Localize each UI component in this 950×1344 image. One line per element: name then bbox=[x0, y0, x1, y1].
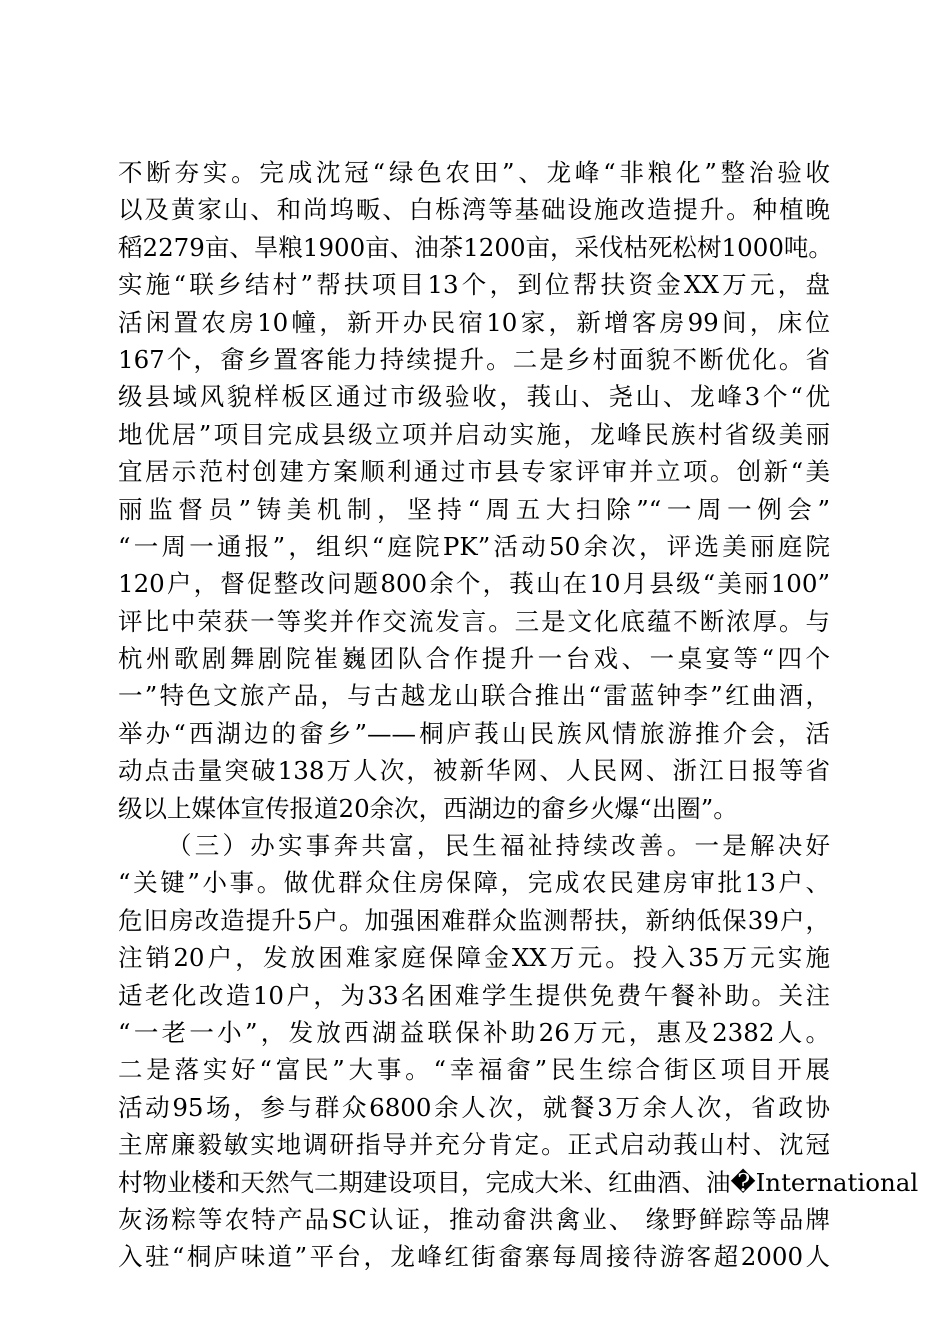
text-line: 杭州歌剧舞剧院崔巍团队合作提升一台戏、一桌宴等“四个 bbox=[118, 644, 830, 674]
text-line: 活动95场，参与群众6800余人次，就餐3万余人次，省政协 bbox=[118, 1092, 830, 1122]
text-line: 167个，畲乡置客能力持续提升。二是乡村面貌不断优化。省 bbox=[118, 344, 830, 374]
text-line: “关键”小事。做优群众住房保障，完成农民建房审批13户、 bbox=[118, 868, 830, 898]
text-line: 入驻“桐庐味道”平台，龙峰红街畲寨每周接待游客超2000人 bbox=[118, 1242, 830, 1272]
text-line: 主席廉毅敏实地调研指导并充分肯定。正式启动莪山村、沈冠 bbox=[118, 1130, 830, 1160]
text-line: 级县域风貌样板区通过市级验收，莪山、尧山、龙峰3个“优 bbox=[118, 382, 830, 412]
text-line: 以及黄家山、和尚坞畈、白栎湾等基础设施改造提升。种植晚 bbox=[118, 195, 830, 225]
text-line: 级以上媒体宣传报道20余次，西湖边的畲乡火爆“出圈”。 bbox=[118, 793, 738, 823]
text-line: “一老一小”，发放西湖益联保补助26万元，惠及2382人。 bbox=[118, 1017, 830, 1047]
text-line: 动点击量突破138万人次，被新华网、人民网、浙江日报等省 bbox=[118, 756, 830, 786]
text-line: “一周一通报”，组织“庭院PK”活动50余次，评选美丽庭院 bbox=[118, 531, 830, 561]
text-line: 地优居”项目完成县级立项并启动实施，龙峰民族村省级美丽 bbox=[118, 419, 830, 449]
text-line: 120户，督促整改问题800余个，莪山在10月县级“美丽100” bbox=[118, 569, 830, 599]
text-line: 丽监督员”铸美机制，坚持“周五大扫除”“一周一例会” bbox=[118, 494, 830, 524]
section-heading-line: （三）办实事奔共富，民生福祉持续改善。一是解决好 bbox=[167, 831, 830, 861]
text-line: 实施“联乡结村”帮扶项目13个，到位帮扶资金XX万元，盘 bbox=[118, 270, 830, 300]
text-line: 危旧房改造提升5户。加强困难群众监测帮扶，新纳低保39户， bbox=[118, 905, 830, 935]
text-line: 不断夯实。完成沈冠“绿色农田”、龙峰“非粮化”整治验收 bbox=[118, 158, 830, 187]
text-line: 村物业楼和天然气二期建设项目，完成大米、红曲酒、油�International bbox=[118, 1167, 919, 1197]
text-line: 二是落实好“富民”大事。“幸福畲”民生综合街区项目开展 bbox=[118, 1055, 830, 1085]
text-line: 灰汤粽等农特产品SC认证，推动畲洪禽业、 缘野鲜踪等品牌 bbox=[118, 1204, 830, 1234]
text-line: 适老化改造10户，为33名困难学生提供免费午餐补助。关注 bbox=[118, 980, 830, 1010]
text-line: 宜居示范村创建方案顺利通过市县专家评审并立项。创新“美 bbox=[118, 457, 830, 487]
text-line: 活闲置农房10幢，新开办民宿10家，新增客房99间，床位 bbox=[118, 307, 830, 337]
text-line: 举办“西湖边的畲乡”——桐庐莪山民族风情旅游推介会，活 bbox=[118, 718, 830, 748]
text-line: 注销20户，发放困难家庭保障金XX万元。投入35万元实施 bbox=[118, 943, 830, 973]
text-line: 一”特色文旅产品，与古越龙山联合推出“雷蓝钟李”红曲酒， bbox=[118, 681, 830, 711]
text-line: 稻2279亩、旱粮1900亩、油茶1200亩，采伐枯死松树1000吨。 bbox=[118, 232, 833, 262]
body-text bbox=[118, 154, 919, 1276]
text-line: 评比中荣获一等奖并作交流发言。三是文化底蕴不断浓厚。与 bbox=[118, 606, 830, 636]
